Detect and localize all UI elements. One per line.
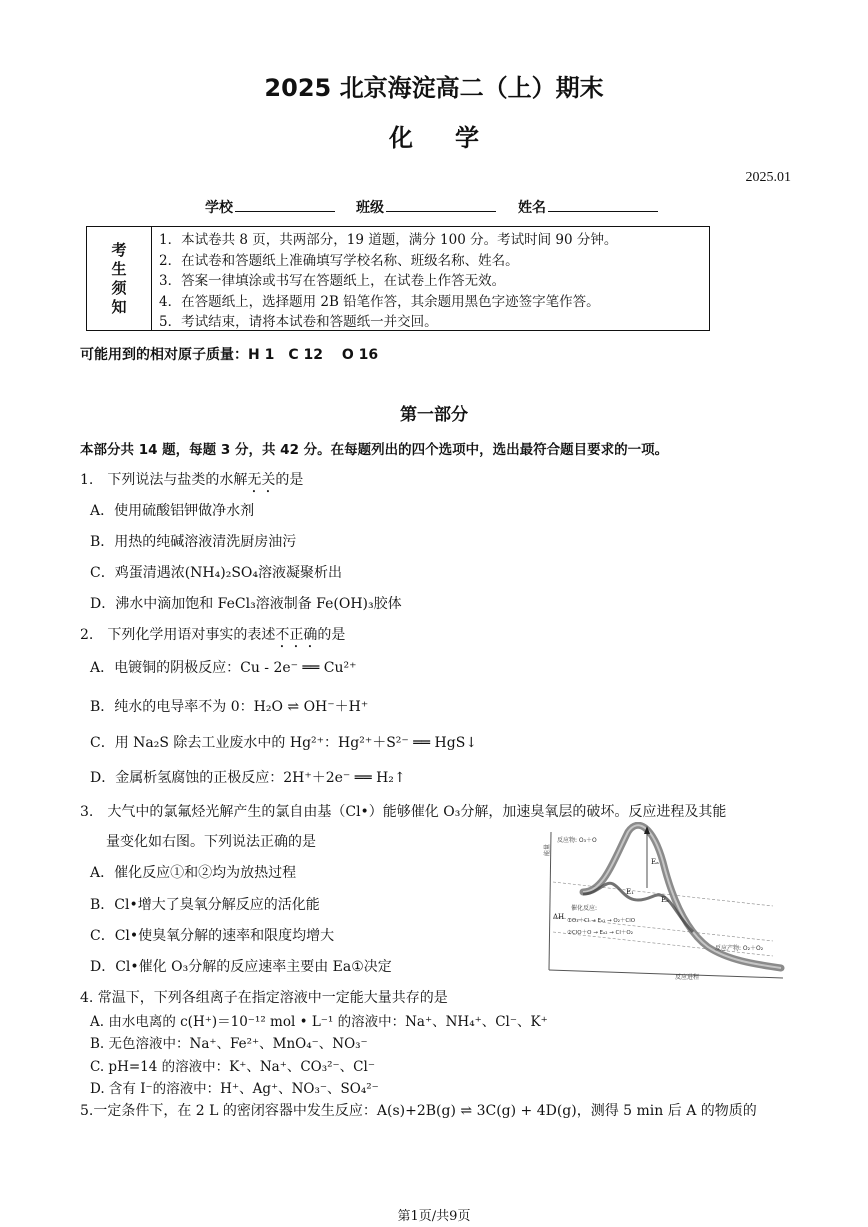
q1-option-a: A．使用硫酸铝钾做净水剂 xyxy=(90,503,255,519)
exam-date: 2025.01 xyxy=(745,170,791,185)
reactants-label: 反应物: O₃＋O xyxy=(557,837,597,844)
q1-option-c: C．鸡蛋清遇浓(NH₄)₂SO₄溶液凝聚析出 xyxy=(90,565,342,581)
name-field xyxy=(518,197,658,217)
step1-label: ①O₃＋Cl → Eₐ₁ → O₂＋ClO xyxy=(567,918,636,924)
notice-item: 1．本试卷共 8 页，共两部分，19 道题，满分 100 分。考试时间 90 分钟。 xyxy=(159,232,618,248)
q4-option-d: D. 含有 I⁻的溶液中：H⁺、Ag⁺、NO₃⁻、SO₄²⁻ xyxy=(90,1081,379,1097)
q3-option-d: D．Cl•催化 O₃分解的反应速率主要由 Ea①决定 xyxy=(90,959,392,975)
school-label: 学校 xyxy=(205,200,233,216)
q4-option-a: A. 由水电离的 c(H⁺)＝10⁻¹² mol • L⁻¹ 的溶液中：Na⁺、NH₄⁺、Cl⁻、K⁺ xyxy=(90,1014,548,1030)
page-footer: 第1页/共9页 xyxy=(397,1209,471,1224)
q2-option-d: D．金属析氢腐蚀的正极反应：2H⁺＋2e⁻ ══ H₂↑ xyxy=(90,770,406,786)
notice-item: 4．在答题纸上，选择题用 2B 铅笔作答，其余题用黑色字迹签字笔作答。 xyxy=(159,293,600,310)
question-4-stem: 4. 常温下，下列各组离子在指定溶液中一定能大量共存的是 xyxy=(80,990,448,1006)
catalytic-label: 催化反应: xyxy=(571,905,598,912)
q1-option-b: B．用热的纯碱溶液清洗厨房油污 xyxy=(90,534,297,550)
q4-option-b: B. 无色溶液中：Na⁺、Fe²⁺、MnO₄⁻、NO₃⁻ xyxy=(90,1036,368,1052)
y-axis-label: 能量 xyxy=(544,843,551,856)
question-2-stem: 2. 下列化学用语对事实的表述不正确的是 xyxy=(80,627,346,643)
name-label: 姓名 xyxy=(518,200,546,216)
section-instructions: 本部分共 14 题，每题 3 分，共 42 分。在每题列出的四个选项中，选出最符合题目要求的一项。 xyxy=(80,442,669,458)
q4-option-c: C. pH=14 的溶液中：K⁺、Na⁺、CO₃²⁻、Cl⁻ xyxy=(90,1059,375,1075)
notice-items xyxy=(159,230,617,333)
q3-option-a: A．催化反应①和②均为放热过程 xyxy=(90,865,297,881)
notice-item: 5．考试结束，请将本试卷和答题纸一并交回。 xyxy=(159,314,438,330)
energy-profile-diagram xyxy=(543,822,788,982)
notice-item: 3．答案一律填涂或书写在答题纸上，在试卷上作答无效。 xyxy=(159,273,506,289)
notice-item: 2．在试卷和答题纸上准确填写学校名称、班级名称、姓名。 xyxy=(159,252,519,269)
q2-option-a: A．电镀铜的阴极反应：Cu - 2e⁻ ══ Cu²⁺ xyxy=(90,660,357,676)
q2-option-c: C．用 Na₂S 除去工业废水中的 Hg²⁺：Hg²⁺＋S²⁻ ══ HgS↓ xyxy=(90,735,478,751)
x-axis-label: 反应进程 xyxy=(675,974,700,981)
atomic-mass-line: 可能用到的相对原子质量：H 1 C 12 O 16 xyxy=(80,347,379,363)
exam-notice-box xyxy=(86,226,710,331)
dh-label: ΔH xyxy=(553,913,565,921)
products-label: 反应产物: O₂＋O₂ xyxy=(715,945,764,952)
class-blank xyxy=(386,197,496,212)
e2-label: Eₐ xyxy=(661,896,669,904)
e1-label: E₁ xyxy=(626,888,634,896)
ea-label: Eₐ xyxy=(651,858,659,866)
name-blank xyxy=(548,197,658,212)
q3-option-c: C．Cl•使臭氧分解的速率和限度均增大 xyxy=(90,928,335,944)
section-title: 第一部分 xyxy=(400,405,468,425)
notice-label: 考 生 须 知 xyxy=(87,227,152,330)
q2-option-b: B．纯水的电导率不为 0：H₂O ⇌ OH⁻＋H⁺ xyxy=(90,699,369,715)
question-3-stem-line1: 3. 大气中的氯氟烃光解产生的氯自由基（Cl•）能够催化 O₃分解，加速臭氧层的破坏。反应进程及其能 xyxy=(80,804,727,820)
question-1-stem: 1. 下列说法与盐类的水解无关的是 xyxy=(80,472,304,488)
step2-label: ②ClO＋O → Eₐ₂ → Cl＋O₂ xyxy=(567,930,633,936)
subject-title: 化学 xyxy=(389,124,521,152)
class-label: 班级 xyxy=(356,200,384,216)
question-5-stem: 5.一定条件下，在 2 L 的密闭容器中发生反应：A(s)+2B(g) ⇌ 3C(g) + 4D(g)，测得 5 min 后 A 的物质的 xyxy=(80,1103,757,1119)
exam-title: 2025 北京海淀高二（上）期末 xyxy=(264,74,604,102)
q1-option-d: D．沸水中滴加饱和 FeCl₃溶液制备 Fe(OH)₃胶体 xyxy=(90,596,402,612)
q3-option-b: B．Cl•增大了臭氧分解反应的活化能 xyxy=(90,897,320,913)
class-field xyxy=(356,197,496,217)
school-field xyxy=(205,197,335,217)
question-3-stem-line2: 量变化如右图。下列说法正确的是 xyxy=(106,834,316,850)
school-blank xyxy=(235,197,335,212)
